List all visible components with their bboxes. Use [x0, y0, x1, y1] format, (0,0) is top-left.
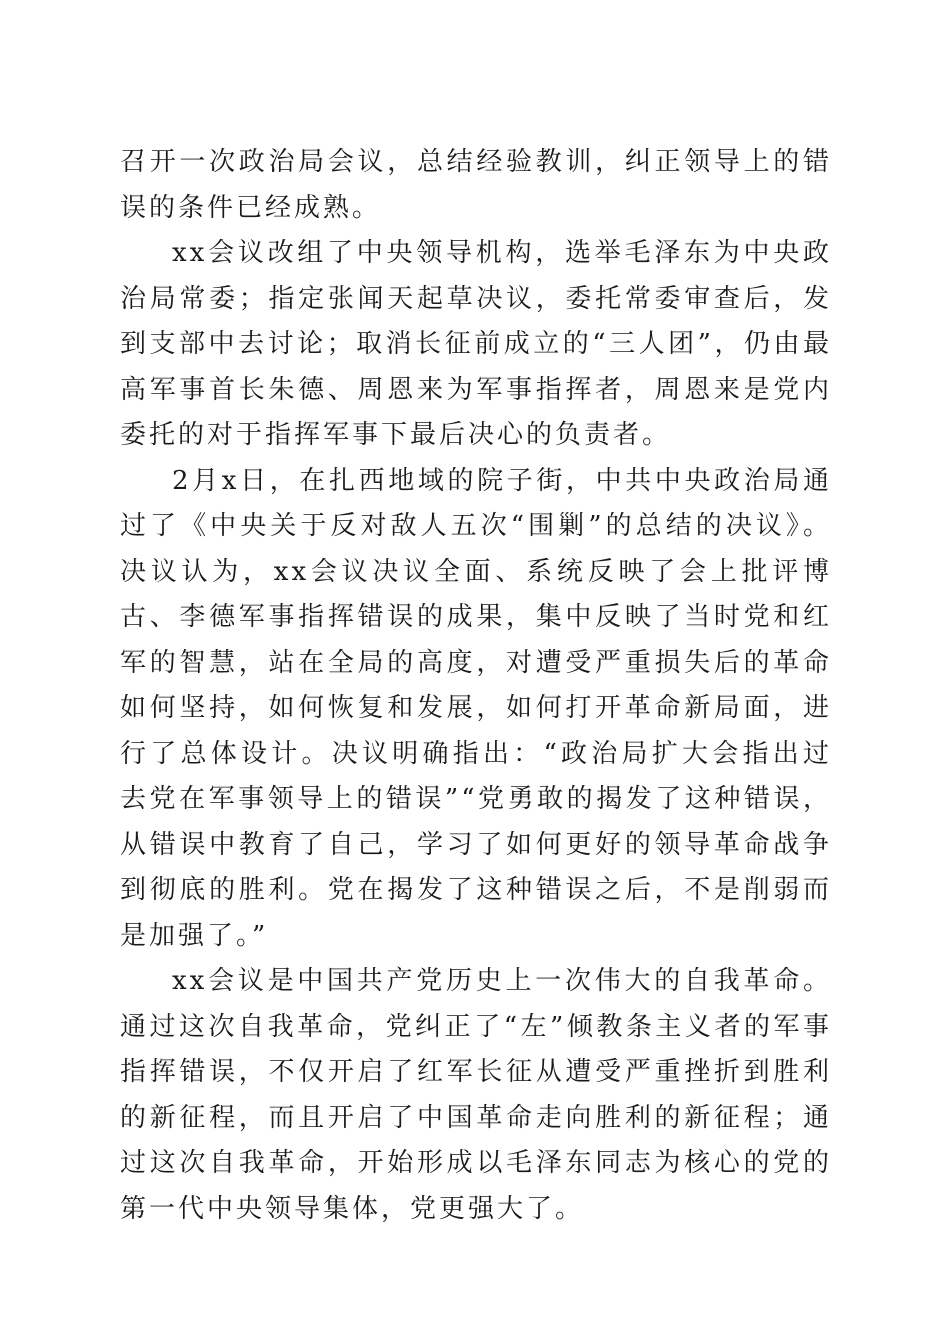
document-body	[120, 140, 832, 1232]
paragraph-continuation: 召开一次政治局会议，总结经验教训，纠正领导上的错误的条件已经成熟。	[120, 147, 832, 223]
paragraph-resolution: 2月x日，在扎西地域的院子街，中共中央政治局通过了《中央关于反对敌人五次“围剿”的总结的决议》。决议认为，xx会议决议全面、系统反映了会上批评博古、李德军事指挥错误的成果，集中反映了当时党和红军的智慧，站在全局的高度，对遭受严重损失后的革命如何坚持，如何恢复和发展，如何打开革命新局面，进行了总体设计。决议明确指出：“政治局扩大会指出过去党在军事领导上的错误”“党勇敢的揭发了这种错误，从错误中教育了自己，学习了如何更好的领导革命战争到彻底的胜利。党在揭发了这种错误之后，不是削弱而是加强了。”	[120, 465, 832, 951]
paragraph-self-revolution: xx会议是中国共产党历史上一次伟大的自我革命。通过这次自我革命，党纠正了“左”倾教条主义者的军事指挥错误，不仅开启了红军长征从遭受严重挫折到胜利的新征程，而且开启了中国革命走向胜利的新征程；通过这次自我革命，开始形成以毛泽东同志为核心的党的第一代中央领导集体，党更强大了。	[120, 966, 832, 1224]
paragraph-meeting-reorganization: xx会议改组了中央领导机构，选举毛泽东为中央政治局常委；指定张闻天起草决议，委托常委审查后，发到支部中去讨论；取消长征前成立的“三人团”，仍由最高军事首长朱德、周恩来为军事指挥者，周恩来是党内委托的对于指挥军事下最后决心的负责者。	[120, 238, 832, 450]
